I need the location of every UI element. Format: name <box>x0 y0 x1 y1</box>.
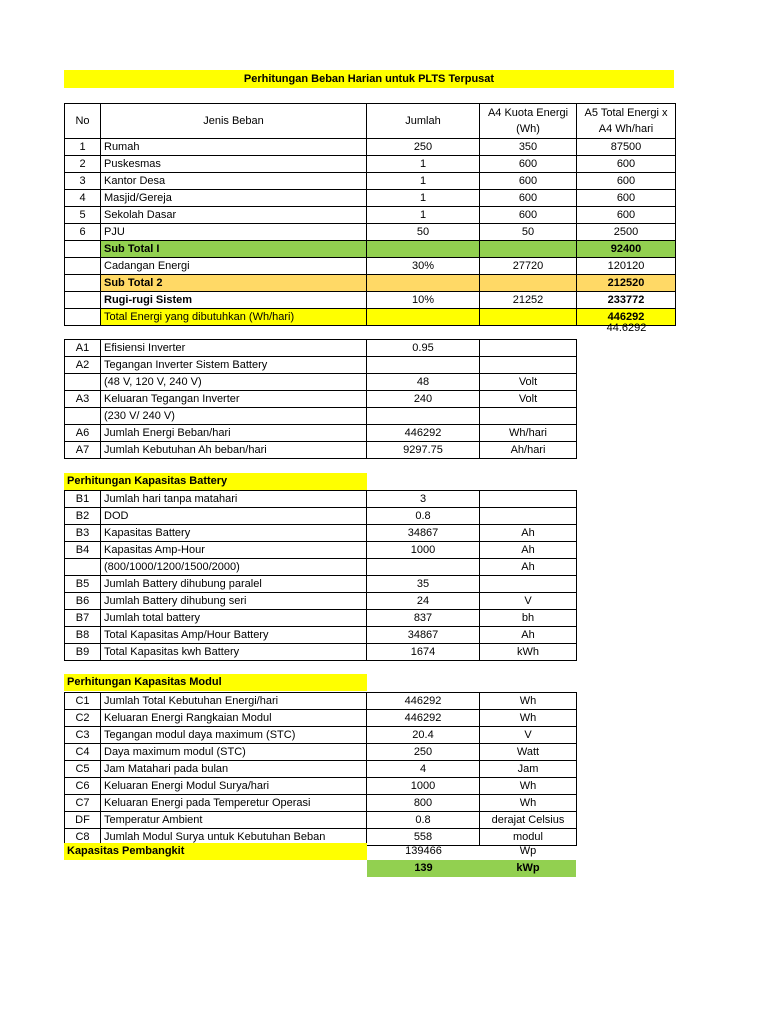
cadangan-jumlah: 30% <box>367 258 480 275</box>
row-total: 87500 <box>577 139 676 156</box>
row-value: 558 <box>367 829 480 846</box>
row-code: A6 <box>65 425 101 442</box>
row-code: A1 <box>65 340 101 357</box>
modul-section-title: Perhitungan Kapasitas Modul <box>64 674 367 691</box>
modul-table <box>64 692 577 846</box>
row-name: Temperatur Ambient <box>101 812 367 829</box>
row-value: 0.95 <box>367 340 480 357</box>
row-no: 4 <box>65 190 101 207</box>
row-value: 34867 <box>367 525 480 542</box>
row-name: Kantor Desa <box>101 173 367 190</box>
row-no: 3 <box>65 173 101 190</box>
row-name: Keluaran Energi Modul Surya/hari <box>101 778 367 795</box>
cell <box>480 275 577 292</box>
row-value: 0.8 <box>367 812 480 829</box>
subtotal1-total: 92400 <box>577 241 676 258</box>
row-name: (800/1000/1200/1500/2000) <box>101 559 367 576</box>
row-unit: Ah <box>480 542 577 559</box>
row-value: 34867 <box>367 627 480 644</box>
row-code: C4 <box>65 744 101 761</box>
row-name: Rumah <box>101 139 367 156</box>
param-row <box>65 357 577 374</box>
cadangan-kuota: 27720 <box>480 258 577 275</box>
total-energi-value: 446292 <box>577 309 676 326</box>
load-table-header <box>65 104 676 139</box>
row-code: B8 <box>65 627 101 644</box>
row-kuota: 350 <box>480 139 577 156</box>
row-value: 4 <box>367 761 480 778</box>
row-code: DF <box>65 812 101 829</box>
row-value: 837 <box>367 610 480 627</box>
subtotal2-total: 212520 <box>577 275 676 292</box>
row-unit: Ah/hari <box>480 442 577 459</box>
row-jumlah: 1 <box>367 173 480 190</box>
cell <box>65 258 101 275</box>
row-value: 48 <box>367 374 480 391</box>
row-name: Puskesmas <box>101 156 367 173</box>
cell <box>65 292 101 309</box>
row-unit <box>480 508 577 525</box>
param-row <box>65 525 577 542</box>
row-code: B5 <box>65 576 101 593</box>
row-name: Keluaran Energi Rangkaian Modul <box>101 710 367 727</box>
row-unit: modul <box>480 829 577 846</box>
row-name: Efisiensi Inverter <box>101 340 367 357</box>
cell <box>367 275 480 292</box>
param-row <box>65 627 577 644</box>
cadangan-label: Cadangan Energi <box>101 258 367 275</box>
header-a4 <box>480 104 577 139</box>
subtotal2-row <box>65 275 676 292</box>
row-name: Jumlah Modul Surya untuk Kebutuhan Beban <box>101 829 367 846</box>
row-name: (48 V, 120 V, 240 V) <box>101 374 367 391</box>
pembangkit-value: 139466 <box>405 845 442 857</box>
below-value: 44.6292 <box>606 322 647 334</box>
row-kuota: 600 <box>480 173 577 190</box>
row-name: Total Kapasitas Amp/Hour Battery <box>101 627 367 644</box>
row-unit: Wh/hari <box>480 425 577 442</box>
row-code: B7 <box>65 610 101 627</box>
row-code: A7 <box>65 442 101 459</box>
row-total: 600 <box>577 190 676 207</box>
row-code: C7 <box>65 795 101 812</box>
param-row <box>65 744 577 761</box>
row-name: Sekolah Dasar <box>101 207 367 224</box>
row-value: 3 <box>367 491 480 508</box>
row-no: 5 <box>65 207 101 224</box>
row-jumlah: 250 <box>367 139 480 156</box>
load-row <box>65 224 676 241</box>
load-row <box>65 173 676 190</box>
cell <box>480 309 577 326</box>
param-row <box>65 710 577 727</box>
header-a4-line1: A4 Kuota Energi <box>487 107 569 119</box>
param-row <box>65 408 577 425</box>
subtotal1-label: Sub Total I <box>101 241 367 258</box>
row-code <box>65 408 101 425</box>
row-jumlah: 50 <box>367 224 480 241</box>
header-a5-line2: A4 Wh/hari <box>598 123 654 135</box>
row-value: 9297.75 <box>367 442 480 459</box>
load-row <box>65 190 676 207</box>
param-row <box>65 559 577 576</box>
row-value <box>367 408 480 425</box>
param-row <box>65 491 577 508</box>
row-value: 20.4 <box>367 727 480 744</box>
row-unit <box>480 576 577 593</box>
row-code: C1 <box>65 693 101 710</box>
row-name: (230 V/ 240 V) <box>101 408 367 425</box>
row-code <box>65 374 101 391</box>
row-code: B9 <box>65 644 101 661</box>
sheet-title: Perhitungan Beban Harian untuk PLTS Terpusat <box>64 70 674 88</box>
cell <box>65 241 101 258</box>
row-name: Jumlah Total Kebutuhan Energi/hari <box>101 693 367 710</box>
rugi-label: Rugi-rugi Sistem <box>101 292 367 309</box>
row-value: 0.8 <box>367 508 480 525</box>
row-code: B2 <box>65 508 101 525</box>
row-name: Keluaran Tegangan Inverter <box>101 391 367 408</box>
load-row <box>65 207 676 224</box>
kwp-unit: kWp <box>480 860 576 877</box>
subtotal1-row <box>65 241 676 258</box>
row-jumlah: 1 <box>367 190 480 207</box>
row-name: Jumlah hari tanpa matahari <box>101 491 367 508</box>
rugi-total: 233772 <box>577 292 676 309</box>
load-row <box>65 156 676 173</box>
pembangkit-unit: Wp <box>519 845 537 857</box>
row-name: Kapasitas Amp-Hour <box>101 542 367 559</box>
row-unit <box>480 408 577 425</box>
param-row <box>65 425 577 442</box>
total-energi-label: Total Energi yang dibutuhkan (Wh/hari) <box>101 309 367 326</box>
param-row <box>65 340 577 357</box>
row-kuota: 600 <box>480 207 577 224</box>
row-unit: Volt <box>480 391 577 408</box>
row-unit: Wh <box>480 778 577 795</box>
param-row <box>65 812 577 829</box>
param-row <box>65 610 577 627</box>
row-total: 600 <box>577 173 676 190</box>
row-unit: Ah <box>480 559 577 576</box>
row-code: B1 <box>65 491 101 508</box>
row-total: 600 <box>577 207 676 224</box>
battery-section-title: Perhitungan Kapasitas Battery <box>64 473 367 490</box>
row-unit: Volt <box>480 374 577 391</box>
row-code: C3 <box>65 727 101 744</box>
row-unit: Ah <box>480 525 577 542</box>
row-value: 240 <box>367 391 480 408</box>
param-row <box>65 542 577 559</box>
row-code: C6 <box>65 778 101 795</box>
row-value: 1000 <box>367 542 480 559</box>
kwp-value: 139 <box>367 860 480 877</box>
param-row <box>65 576 577 593</box>
row-unit <box>480 340 577 357</box>
row-name: Jumlah Battery dihubung paralel <box>101 576 367 593</box>
row-jumlah: 1 <box>367 207 480 224</box>
row-name: Masjid/Gereja <box>101 190 367 207</box>
row-total: 600 <box>577 156 676 173</box>
header-jenis-beban: Jenis Beban <box>101 104 367 139</box>
param-row <box>65 391 577 408</box>
row-unit: Wh <box>480 710 577 727</box>
cell <box>367 241 480 258</box>
row-unit: Jam <box>480 761 577 778</box>
row-code: A3 <box>65 391 101 408</box>
param-row <box>65 644 577 661</box>
row-unit: V <box>480 593 577 610</box>
load-row <box>65 139 676 156</box>
row-name: Jumlah total battery <box>101 610 367 627</box>
param-row <box>65 761 577 778</box>
row-name: DOD <box>101 508 367 525</box>
row-name: Jumlah Energi Beban/hari <box>101 425 367 442</box>
row-value: 1000 <box>367 778 480 795</box>
rugi-kuota: 21252 <box>480 292 577 309</box>
load-table <box>64 103 676 326</box>
row-name: Jam Matahari pada bulan <box>101 761 367 778</box>
cell <box>480 241 577 258</box>
header-a4-line2: (Wh) <box>516 123 540 135</box>
param-row <box>65 795 577 812</box>
cell <box>65 275 101 292</box>
row-name: Tegangan Inverter Sistem Battery <box>101 357 367 374</box>
row-value <box>367 559 480 576</box>
row-jumlah: 1 <box>367 156 480 173</box>
row-code: C5 <box>65 761 101 778</box>
header-a5 <box>577 104 676 139</box>
row-name: Total Kapasitas kwh Battery <box>101 644 367 661</box>
row-value: 446292 <box>367 425 480 442</box>
param-row <box>65 593 577 610</box>
row-no: 6 <box>65 224 101 241</box>
pembangkit-label: Kapasitas Pembangkit <box>64 843 367 860</box>
cadangan-row <box>65 258 676 275</box>
row-kuota: 600 <box>480 190 577 207</box>
row-total: 2500 <box>577 224 676 241</box>
row-code <box>65 559 101 576</box>
row-name: Jumlah Battery dihubung seri <box>101 593 367 610</box>
row-code: B6 <box>65 593 101 610</box>
row-name: Tegangan modul daya maximum (STC) <box>101 727 367 744</box>
row-name: Daya maximum modul (STC) <box>101 744 367 761</box>
row-kuota: 600 <box>480 156 577 173</box>
row-value: 35 <box>367 576 480 593</box>
row-name: Kapasitas Battery <box>101 525 367 542</box>
row-unit <box>480 357 577 374</box>
row-unit: Watt <box>480 744 577 761</box>
header-no: No <box>65 104 101 139</box>
row-unit: Wh <box>480 693 577 710</box>
row-kuota: 50 <box>480 224 577 241</box>
row-code: C8 <box>65 829 101 846</box>
subtotal2-label: Sub Total 2 <box>101 275 367 292</box>
param-row <box>65 374 577 391</box>
row-unit: derajat Celsius <box>480 812 577 829</box>
row-unit: kWh <box>480 644 577 661</box>
row-code: B3 <box>65 525 101 542</box>
row-code: B4 <box>65 542 101 559</box>
param-row <box>65 442 577 459</box>
inverter-table <box>64 339 577 459</box>
row-value: 446292 <box>367 710 480 727</box>
row-value: 446292 <box>367 693 480 710</box>
row-value: 1674 <box>367 644 480 661</box>
row-value: 24 <box>367 593 480 610</box>
param-row <box>65 693 577 710</box>
row-unit: Ah <box>480 627 577 644</box>
battery-table <box>64 490 577 661</box>
row-value: 800 <box>367 795 480 812</box>
row-no: 1 <box>65 139 101 156</box>
param-row <box>65 778 577 795</box>
row-no: 2 <box>65 156 101 173</box>
row-value: 250 <box>367 744 480 761</box>
cadangan-total: 120120 <box>577 258 676 275</box>
cell <box>65 309 101 326</box>
row-unit <box>480 491 577 508</box>
row-code: C2 <box>65 710 101 727</box>
rugi-jumlah: 10% <box>367 292 480 309</box>
row-name: Keluaran Energi pada Temperetur Operasi <box>101 795 367 812</box>
param-row <box>65 727 577 744</box>
rugi-row <box>65 292 676 309</box>
row-name: PJU <box>101 224 367 241</box>
row-value <box>367 357 480 374</box>
cell <box>367 309 480 326</box>
param-row <box>65 508 577 525</box>
row-unit: bh <box>480 610 577 627</box>
row-code: A2 <box>65 357 101 374</box>
header-jumlah: Jumlah <box>367 104 480 139</box>
row-unit: V <box>480 727 577 744</box>
row-name: Jumlah Kebutuhan Ah beban/hari <box>101 442 367 459</box>
row-unit: Wh <box>480 795 577 812</box>
header-a5-line1: A5 Total Energi x <box>584 107 668 119</box>
